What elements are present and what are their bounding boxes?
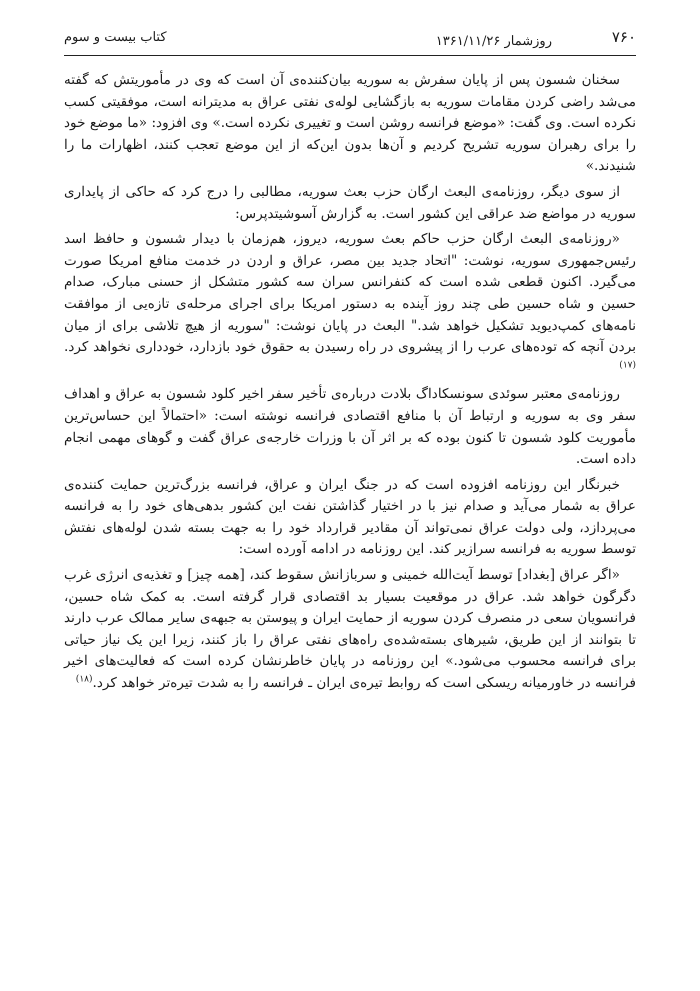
body-text xyxy=(64,70,636,699)
page-number: ۷۶۰ xyxy=(611,28,636,46)
paragraph: سخنان شسون پس از پایان سفرش به سوریه بیان‌کننده‌ی آن است که وی در مأموریتش که گفته می‌شد راضی کردن مقامات سوریه به بازگشایی لوله‌ی نفتی عراق به مدیترانه است، موفقیتی کسب نکرده است. وی گفت: «موضع فرانسه روشن است و تغییری نکرده است.» وی افزود: «ما موضع خود را برای رهبران سوریه تشریح کردیم و آن‌ها بدون این‌که از این موضع تعجب کنند، اظهارات ما را شنیدند.» xyxy=(64,72,636,175)
header-rule xyxy=(64,55,636,56)
footnote-ref: (۱۸) xyxy=(75,674,93,685)
paragraph: «اگر عراق [بغداد] توسط آیت‌الله خمینی و سربازانش سقوط کند، [همه چیز] و تغذیه‌ی انرژی غرب دگرگون خواهد شد. عراق در موقعیت بسیار بد اقتصادی قرار گرفته است. به کمک شاه حسین، فرانسویان سعی در منصرف کردن سوریه از حمایت ایران و پیوستن به جبهه‌ی سایر ممالک عرب دارند تا بتوانند از این طریق، شیرهای بسته‌شده‌ی راه‌های نفتی عراق را باز کنند، زیرا این یک نیاز حیاتی برای فرانسه محسوب می‌شود.» این روزنامه در پایان خاطرنشان کرده است که فعالیت‌های اخیر فرانسه در خاورمیانه ریسکی است که روابط تیره‌ی ایران ـ فرانسه را به شدت تیره‌تر خواهد کرد.$^{(۱۸)}$ xyxy=(64,567,636,692)
header-date: روزشمار ۱۳۶۱/۱۱/۲۶ xyxy=(435,34,552,49)
paragraph: خبرنگار این روزنامه افزوده است که در جنگ ایران و عراق، فرانسه بزرگ‌ترین حمایت کننده‌ی عراق به شمار می‌آید و صدام نیز با در اختیار گذاشتن نفت این کشور بدهی‌های خود را به فرانسه می‌پردازد، ولی دولت عراق نمی‌تواند آن مقادیر قرارداد خود را به جهت بسته شدن لوله‌های نفتش توسط سوریه به فرانسه سرازیر کند. این روزنامه در ادامه آورده است: xyxy=(64,476,636,558)
paragraph: از سوی دیگر، روزنامه‌ی البعث ارگان حزب بعث سوریه، مطالبی را درج کرد که حاکی از پایداری سوریه در مواضع ضد عراقی این کشور است. به گزارش آسوشیتدپرس: xyxy=(64,183,636,222)
paragraph: روزنامه‌ی معتبر سوئدی سونسکاداگ بلادت درباره‌ی تأخیر سفر اخیر کلود شسون به عراق و اهداف سفر وی به سوریه و ارتباط آن با منافع اقتصادی فرانسه نوشته است: «احتمالاً این حساس‌ترین مأموریت کلود شسون تا کنون بوده که بر اثر آن با وزرات خارجه‌ی عراق گفت و گوهای مهمی انجام داده است. xyxy=(64,386,636,468)
paragraph: «روزنامه‌ی البعث ارگان حزب حاکم بعث سوریه، دیروز، هم‌زمان با دیدار شسون و حافظ اسد رئیس‌جمهوری سوریه، نوشت: "اتحاد جدید بین مصر، عراق و اردن در خدمت منافع امریکا صورت می‌گیرد. اکنون قطعی شده است که کنفرانس سران سه کشور متشکل از حسنی مبارک، صدام حسین و شاه حسین طی چند روز آینده به دستور امریکا برای اجرای مرحله‌ی تازه‌یی از موافقت نامه‌های کمپ‌دیوید تشکیل خواهد شد." البعث در پایان نوشت: "سوریه از هیچ تلاشی برای از میان بردن آنچه که توده‌های عرب را از پیشروی در راه رسیدن به حقوق خود بازدارد، خودداری نخواهد کرد.$^{(۱۷)}$ xyxy=(64,231,636,371)
page-header xyxy=(64,28,636,58)
book-title: کتاب بیست و سوم xyxy=(64,30,167,45)
footnote-ref: (۱۷) xyxy=(619,360,636,371)
